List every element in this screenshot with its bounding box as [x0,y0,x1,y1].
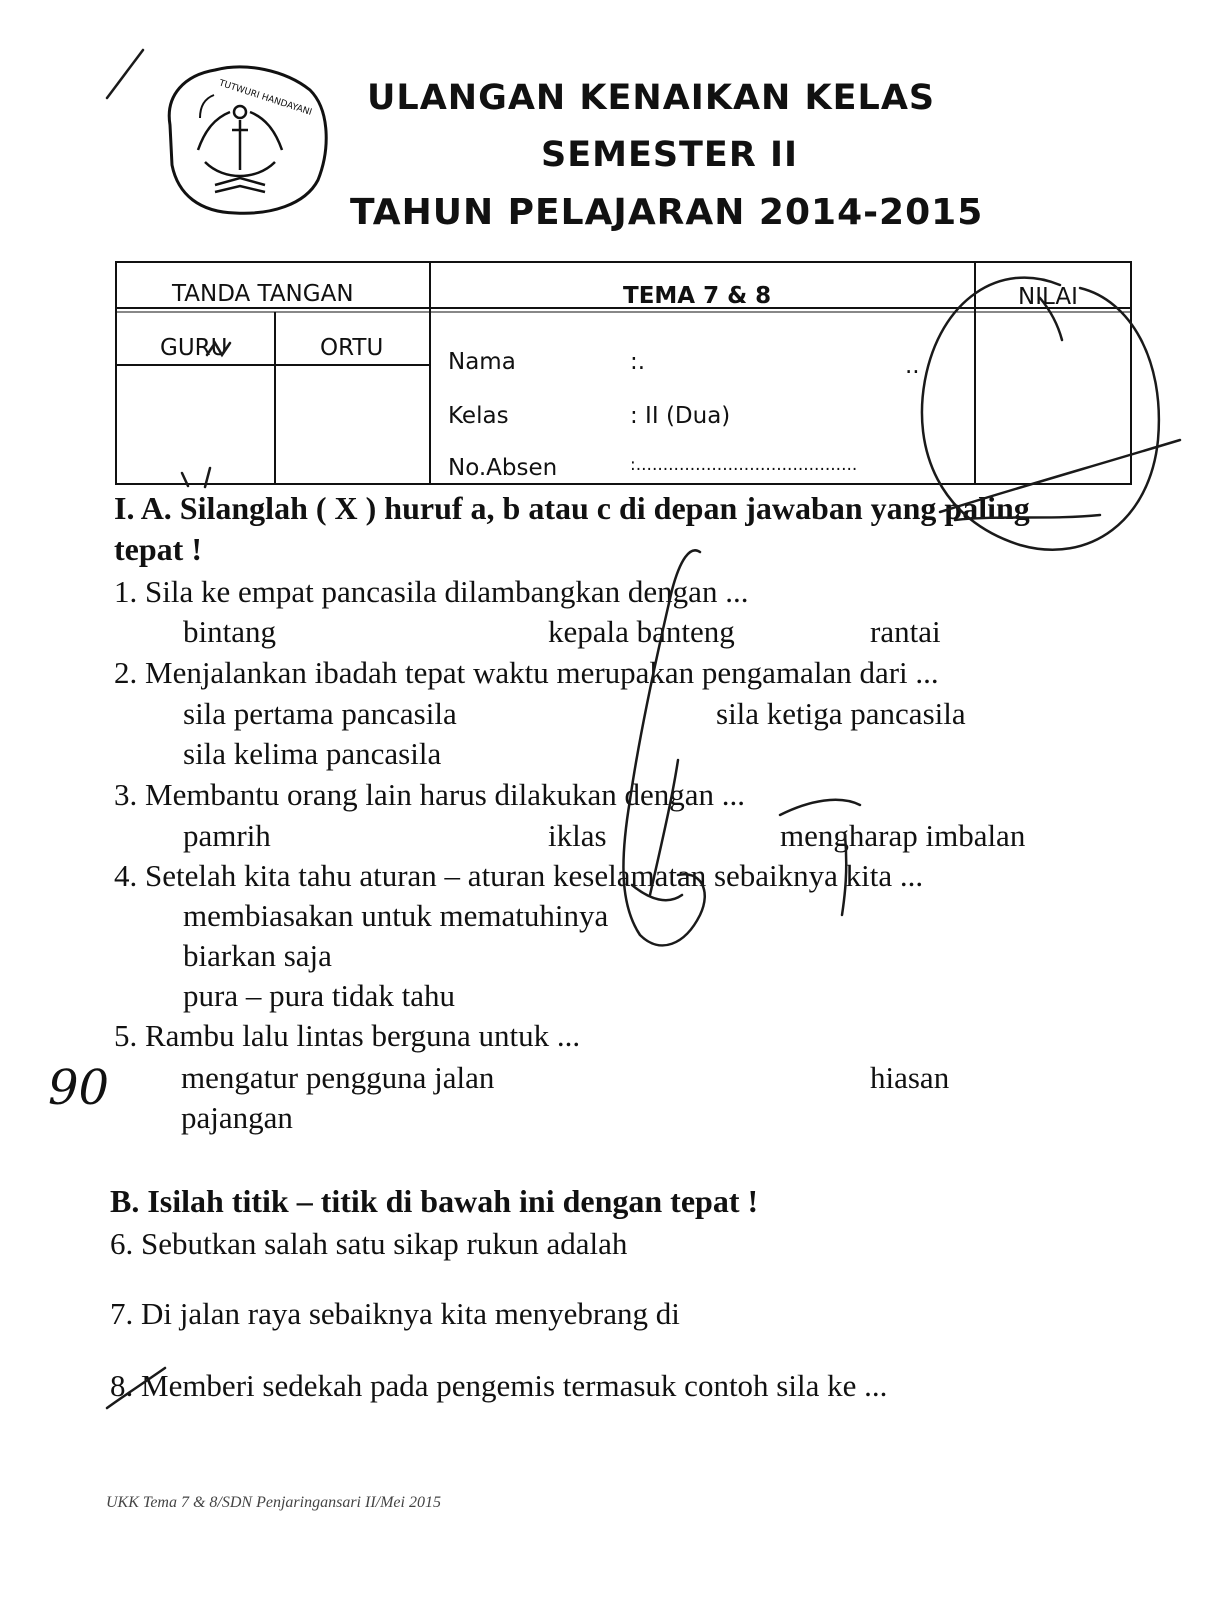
question-7: 7. Di jalan raya sebaiknya kita menyebrang di [110,1296,680,1331]
guru-label: GURU [160,335,228,361]
noabsen-value: :......................................... [630,455,858,475]
q1-option-a: bintang [183,614,276,649]
q2-option-c: sila kelima pancasila [183,736,442,771]
tut-wuri-handayani-emblem [169,67,326,213]
question-5: 5. Rambu lalu lintas berguna untuk ... [114,1018,581,1053]
logo-motto: TUTWURI HANDAYANI [217,78,313,118]
title-line2: SEMESTER II [541,135,799,175]
q1-option-c: rantai [870,614,941,649]
q3-option-b: iklas [548,818,607,853]
question-1: 1. Sila ke empat pancasila dilambangkan dengan ... [114,574,749,609]
q3-option-c: mengharap imbalan [780,818,1026,853]
nama-value: :. [630,349,646,375]
q4-option-a: membiasakan untuk mematuhinya [183,898,609,933]
ortu-label: ORTU [320,335,384,361]
q4-option-b: biarkan saja [183,938,332,973]
q5-option-a: mengatur pengguna jalan [181,1060,495,1095]
section-b-instruction: B. Isilah titik – titik di bawah ini dengan tepat ! [110,1183,759,1219]
tanda-tangan-header: TANDA TANGAN [172,281,354,307]
noabsen-label: No.Absen [448,455,558,481]
title-line1: ULANGAN KENAIKAN KELAS [367,78,936,118]
nilai-header: NILAI [1018,284,1078,310]
question-2: 2. Menjalankan ibadah tepat waktu merupakan pengamalan dari ... [114,655,939,690]
tema-header: TEMA 7 & 8 [623,283,772,309]
question-6: 6. Sebutkan salah satu sikap rukun adalah [110,1226,628,1261]
q5-option-b: hiasan [870,1060,950,1095]
question-3: 3. Membantu orang lain harus dilakukan dengan ... [114,777,746,812]
section-a-instruction: I. A. Silanglah ( X ) huruf a, b atau c di depan jawaban yang paling [114,490,1030,526]
kelas-label: Kelas [448,403,509,429]
section-a-instruction-cont: tepat ! [114,531,202,567]
q1-option-b: kepala banteng [548,614,735,649]
nama-dots: .. [905,353,920,379]
q4-option-c: pura – pura tidak tahu [183,978,456,1013]
nama-label: Nama [448,349,516,375]
handwritten-score: 90 [48,1060,110,1116]
q3-option-a: pamrih [183,818,271,853]
question-8: 8. Memberi sedekah pada pengemis termasuk contoh sila ke ... [110,1368,888,1403]
kelas-value: : II (Dua) [630,403,731,429]
tick-mark [107,50,143,98]
q2-option-a: sila pertama pancasila [183,696,457,731]
q2-option-b: sila ketiga pancasila [716,696,966,731]
question-4: 4. Setelah kita tahu aturan – aturan keselamatan sebaiknya kita ... [114,858,924,893]
q5-option-c: pajangan [181,1100,293,1135]
page-footer: UKK Tema 7 & 8/SDN Penjaringansari II/Mei 2015 [106,1494,441,1511]
title-line3: TAHUN PELAJARAN 2014-2015 [350,192,984,233]
